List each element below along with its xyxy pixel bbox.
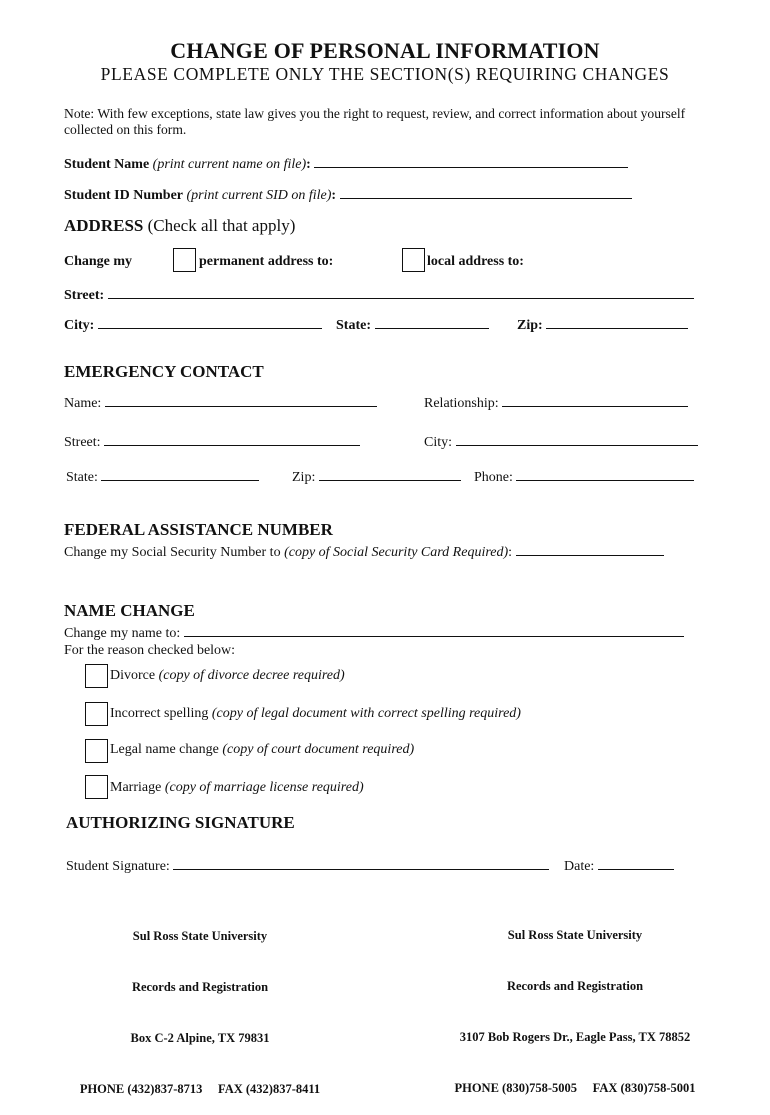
permanent-address-checkbox[interactable]	[173, 248, 196, 272]
name-change-heading: NAME CHANGE	[64, 601, 195, 620]
local-address-label: local address to:	[427, 254, 524, 269]
emergency-city-label: City:	[424, 435, 453, 450]
signature-label: Student Signature:	[66, 859, 170, 874]
emergency-city-row	[424, 433, 698, 451]
incorrect-spelling-hint: (copy of legal document with correct spelling required)	[211, 706, 521, 721]
address-heading: ADDRESS	[64, 216, 144, 235]
marriage-label: Marriage	[110, 780, 162, 795]
divorce-label: Divorce	[110, 668, 156, 683]
colon: :	[508, 545, 513, 560]
footer-right-line: 3107 Bob Rogers Dr., Eagle Pass, TX 78852	[459, 1030, 691, 1044]
federal-heading: FEDERAL ASSISTANCE NUMBER	[64, 520, 333, 539]
address-zip-row	[517, 316, 688, 334]
incorrect-spelling-checkbox[interactable]	[85, 702, 108, 726]
emergency-zip-field[interactable]	[319, 468, 461, 481]
student-id-hint: (print current SID on file)	[186, 188, 332, 203]
date-label: Date:	[564, 859, 595, 874]
address-heading-hint: (Check all that apply)	[147, 216, 296, 235]
emergency-name-label: Name:	[64, 396, 102, 411]
reason-label: For the reason checked below:	[64, 643, 236, 658]
local-address-checkbox[interactable]	[402, 248, 425, 272]
incorrect-spelling-label: Incorrect spelling	[110, 706, 209, 721]
form-subtitle: PLEASE COMPLETE ONLY THE SECTION(S) REQUIRING CHANGES	[100, 64, 670, 84]
signature-heading: AUTHORIZING SIGNATURE	[66, 813, 295, 832]
address-street-row	[64, 286, 694, 304]
incorrect-spelling-option	[110, 706, 521, 722]
address-street-field[interactable]	[108, 286, 694, 299]
marriage-checkbox[interactable]	[85, 775, 108, 799]
new-name-row	[64, 624, 684, 642]
emergency-heading: EMERGENCY CONTACT	[64, 362, 264, 381]
change-my-label: Change my	[64, 254, 133, 269]
student-name-field[interactable]	[314, 155, 628, 168]
marriage-option	[110, 780, 364, 796]
student-id-row	[64, 186, 632, 204]
address-street-label: Street:	[64, 288, 105, 303]
permanent-address-label: permanent address to:	[199, 254, 334, 269]
footer-right-line: PHONE (830)758-5005 FAX (830)758-5001	[454, 1081, 696, 1095]
emergency-relationship-field[interactable]	[502, 394, 688, 407]
divorce-checkbox[interactable]	[85, 664, 108, 688]
date-field[interactable]	[598, 857, 674, 870]
address-city-label: City:	[64, 318, 95, 333]
emergency-relationship-row	[424, 394, 688, 412]
emergency-city-field[interactable]	[456, 433, 698, 446]
ssn-hint: (copy of Social Security Card Required)	[284, 545, 509, 560]
divorce-hint: (copy of divorce decree required)	[158, 668, 345, 683]
legal-name-change-option	[110, 742, 414, 758]
address-city-field[interactable]	[98, 316, 322, 329]
new-name-field[interactable]	[184, 624, 684, 637]
student-id-label: Student ID Number	[64, 188, 184, 203]
footer-eagle-pass-office	[410, 893, 740, 1114]
footer-right-line: Sul Ross State University	[507, 928, 643, 942]
address-state-label: State:	[336, 318, 371, 333]
form-title: CHANGE OF PERSONAL INFORMATION	[170, 38, 600, 63]
emergency-street-label: Street:	[64, 435, 101, 450]
address-heading-row	[64, 216, 295, 236]
colon: :	[331, 188, 337, 203]
emergency-phone-field[interactable]	[516, 468, 694, 481]
emergency-state-label: State:	[66, 470, 98, 485]
emergency-name-row	[64, 394, 377, 412]
student-name-hint: (print current name on file)	[152, 157, 307, 172]
emergency-zip-label: Zip:	[292, 470, 316, 485]
date-row	[564, 857, 674, 875]
address-city-row	[64, 316, 322, 334]
address-state-row	[336, 316, 489, 334]
emergency-street-row	[64, 433, 360, 451]
ssn-label: Change my Social Security Number to	[64, 545, 281, 560]
footer-left-line: Box C-2 Alpine, TX 79831	[130, 1031, 270, 1045]
new-name-label: Change my name to:	[64, 626, 181, 641]
emergency-zip-row	[292, 468, 461, 486]
student-id-field[interactable]	[340, 186, 632, 199]
legal-name-change-checkbox[interactable]	[85, 739, 108, 763]
emergency-name-field[interactable]	[105, 394, 377, 407]
address-zip-field[interactable]	[546, 316, 688, 329]
emergency-phone-row	[474, 468, 694, 486]
address-state-field[interactable]	[375, 316, 489, 329]
divorce-option	[110, 668, 345, 684]
footer-left-line: PHONE (432)837-8713 FAX (432)837-8411	[79, 1082, 321, 1096]
footer-alpine-office	[40, 894, 360, 1115]
colon: :	[306, 157, 311, 172]
footer-left-line: Sul Ross State University	[132, 929, 268, 943]
ssn-row	[64, 543, 664, 561]
marriage-hint: (copy of marriage license required)	[164, 780, 364, 795]
emergency-state-row	[66, 468, 259, 486]
emergency-relationship-label: Relationship:	[424, 396, 499, 411]
emergency-street-field[interactable]	[104, 433, 360, 446]
footer-left-line: Records and Registration	[131, 980, 269, 994]
legal-name-change-label: Legal name change	[110, 742, 219, 757]
signature-field[interactable]	[173, 857, 549, 870]
footer-right-line: Records and Registration	[506, 979, 644, 993]
emergency-state-field[interactable]	[101, 468, 259, 481]
address-zip-label: Zip:	[517, 318, 543, 333]
signature-row	[66, 857, 549, 875]
student-name-row	[64, 155, 628, 173]
student-name-label: Student Name	[64, 157, 150, 172]
legal-name-change-hint: (copy of court document required)	[222, 742, 415, 757]
privacy-note: Note: With few exceptions, state law gives you the right to request, review, and correct information about yourself collected on this form.	[64, 106, 686, 137]
emergency-phone-label: Phone:	[474, 470, 513, 485]
ssn-field[interactable]	[516, 543, 664, 556]
